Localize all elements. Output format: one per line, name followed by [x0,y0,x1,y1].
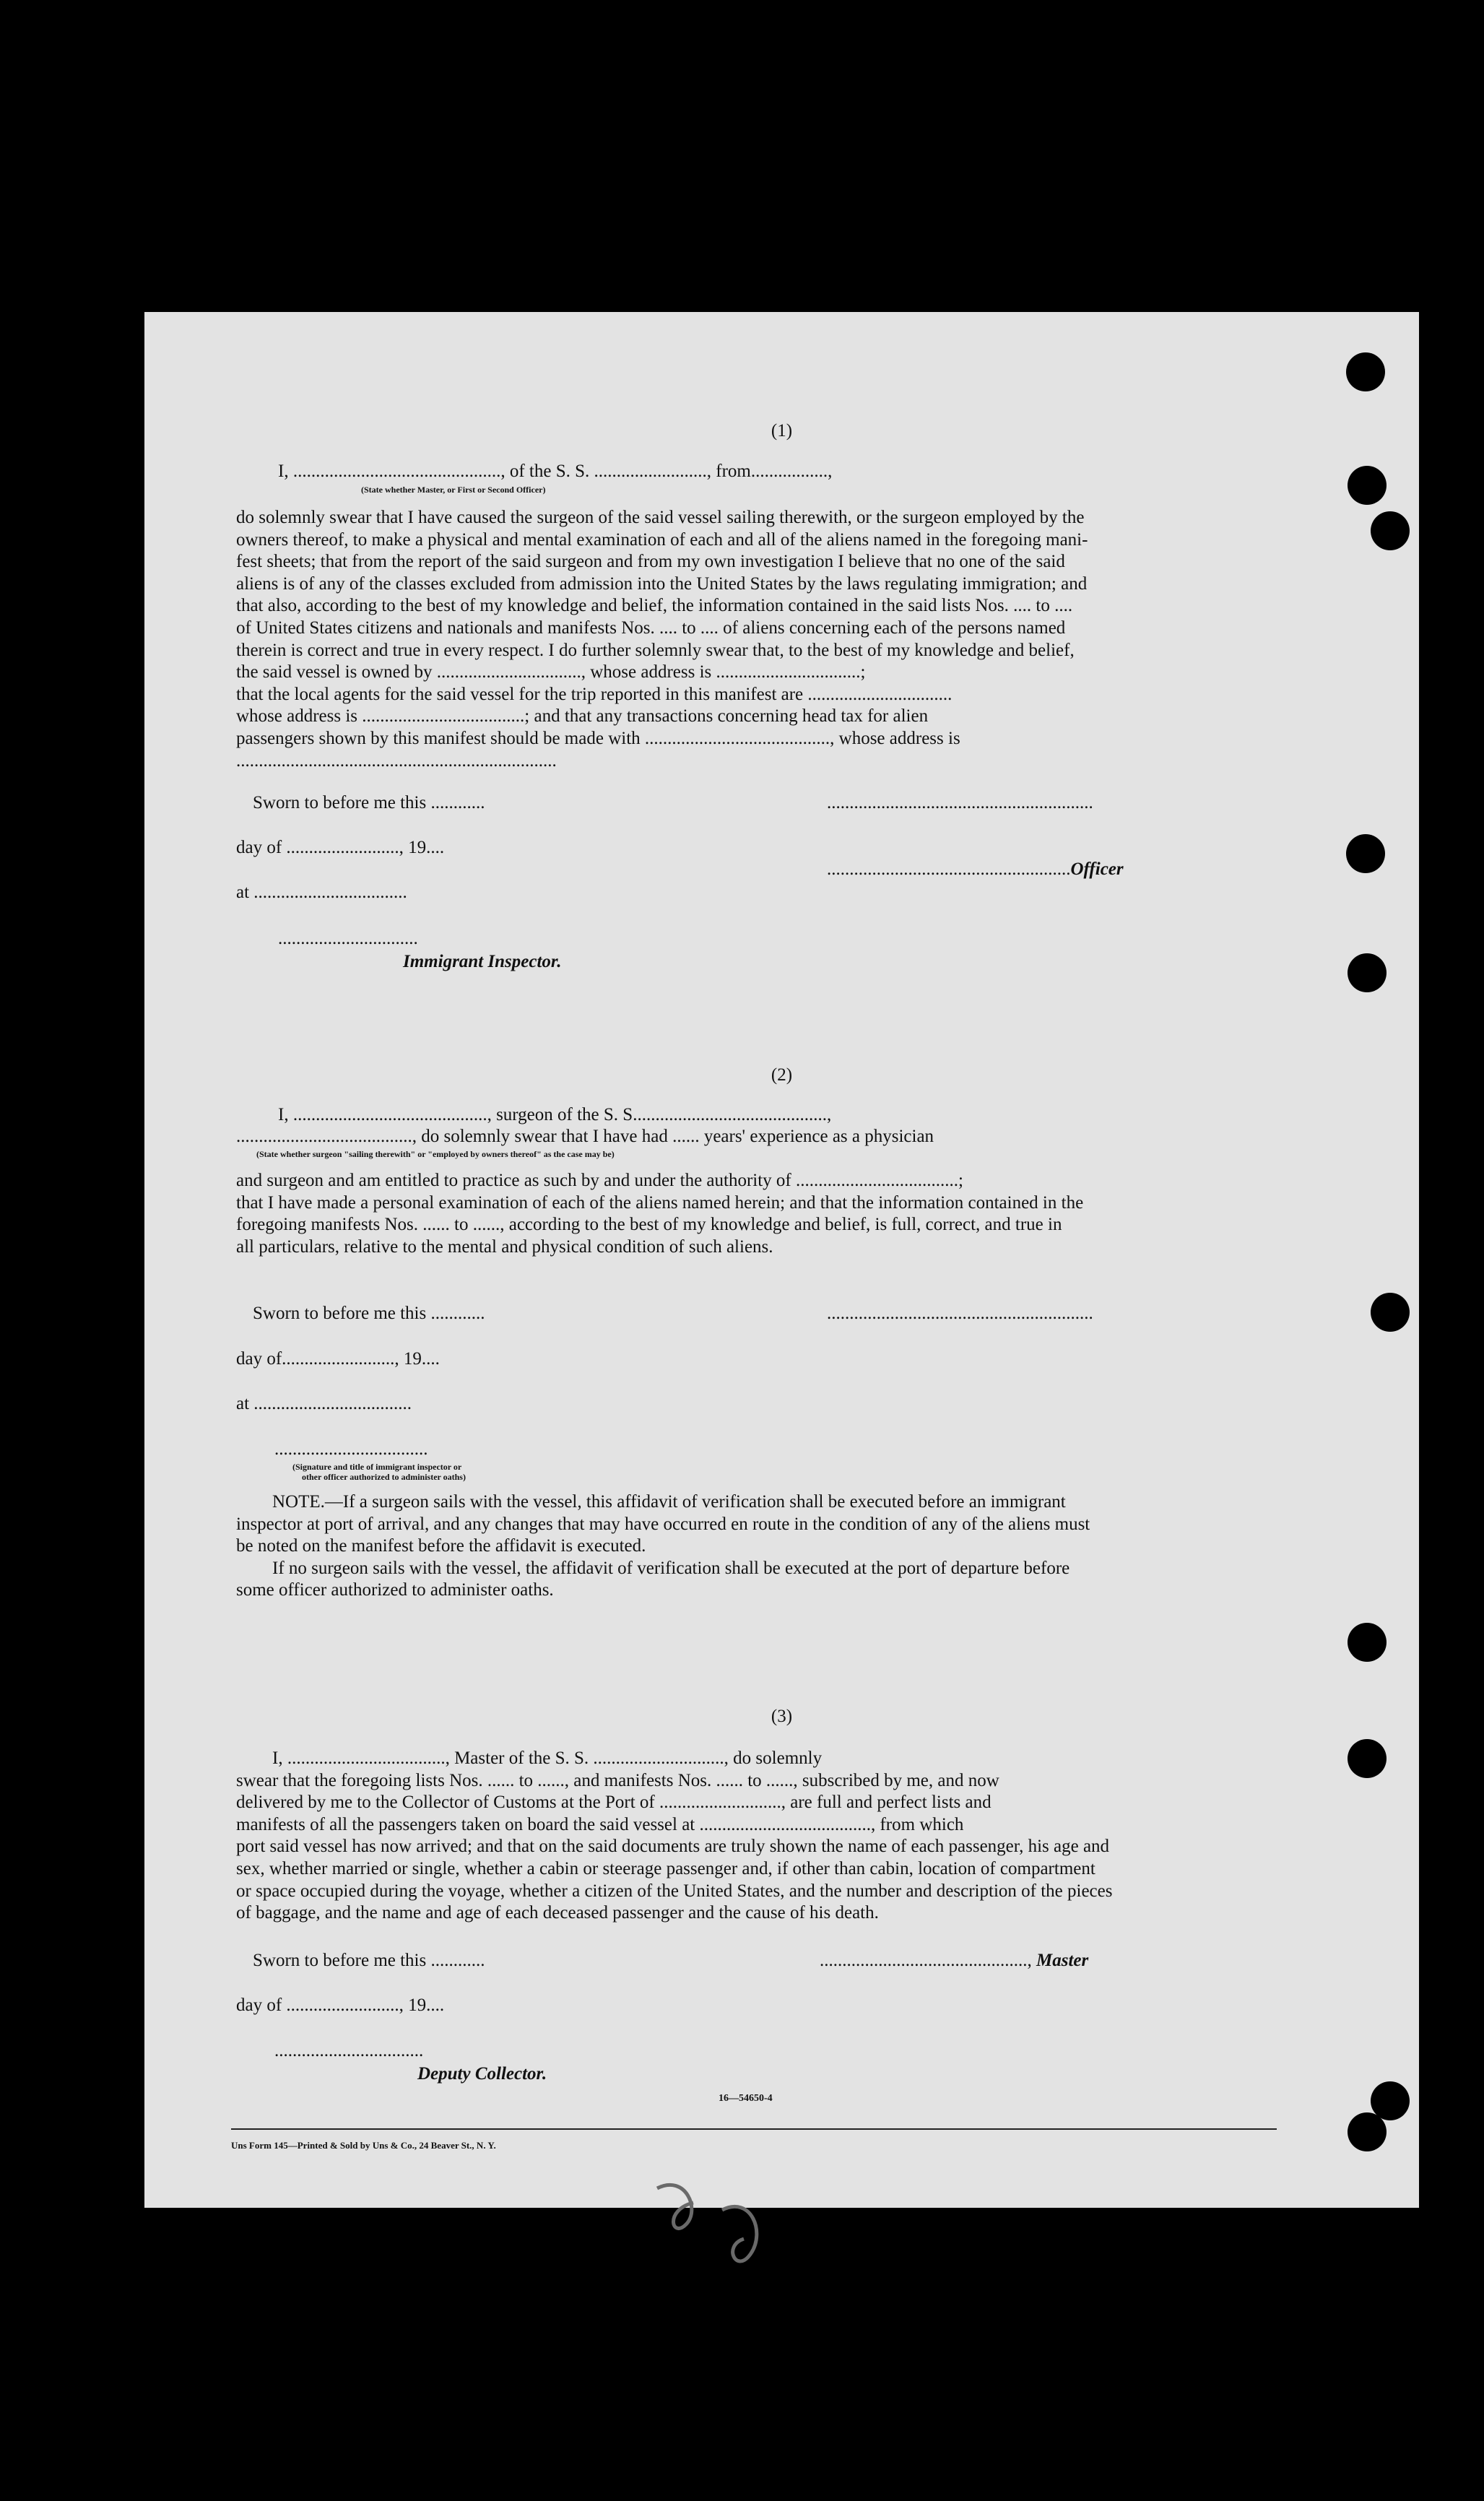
section-2-sublabel: (State whether surgeon "sailing therewith" or "employed by owners thereof" as the case may be) [256,1149,615,1159]
punch-hole [1348,466,1387,505]
text-line: therein is correct and true in every respect. I do further solemnly swear that, to the best of my knowledge and belief, [236,640,1075,660]
section-2-signature-note-2: other officer authorized to administer oaths) [302,1472,466,1482]
section-1-oath-line: I, .............................................., of the S. S. ........................., from................., [278,461,833,481]
text-line: passengers shown by this manifest should be made with ........................................., whose address is [236,729,960,748]
text-line: foregoing manifests Nos. ...... to ......, according to the best of my knowledge and belief, is full, correct, and true in [236,1215,1062,1235]
text-line: owners thereof, to make a physical and mental examination of each and all of the aliens named in the foregoing mani- [236,529,1088,550]
text-line: that the local agents for the said vessel for the trip reported in this manifest are ................................ [236,684,953,704]
section-1-day: day of ........................., 19.... [236,838,445,857]
punch-hole [1348,1623,1387,1662]
section-2-signature-line: .................................. [274,1439,428,1459]
text-line: delivered by me to the Collector of Customs at the Port of ..........................., are full and perfect lists and [236,1793,991,1813]
text-line: sex, whether married or single, whether a cabin or steerage passenger and, if other than cabin, location of compartment [236,1859,1095,1878]
section-2-day: day of........................., 19.... [236,1349,440,1369]
section-2-number: (2) [771,1065,793,1085]
text-line: aliens is of any of the classes excluded from admission into the United States by the laws regulating immigration; and [236,573,1088,594]
punch-hole [1348,953,1387,992]
section-2-signature-note-1: (Signature and title of immigrant inspector or [292,1462,462,1472]
section-3-day: day of ........................., 19.... [236,1995,445,2015]
text-line: of United States citizens and nationals and manifests Nos. .... to .... of aliens concerning each of the persons named [236,618,1066,638]
manifest-page [144,312,1419,2208]
section-2-oath-line: I, ..........................................., surgeon of the S. S..........................................., [278,1105,832,1124]
section-1-inspector-label: Immigrant Inspector. [403,952,562,971]
text-line: all particulars, relative to the mental and physical condition of such aliens. [236,1236,773,1257]
text-line: If no surgeon sails with the vessel, the affidavit of verification shall be executed at the port of departure before [272,1558,1070,1578]
footer-rule [231,2128,1277,2130]
section-2-line-2: ......................................., do solemnly swear that I have had ...... years' experience as a physician [236,1127,934,1146]
officer-label: Officer [1070,859,1124,879]
section-3-collector-line: ................................. [274,2041,424,2060]
punch-hole [1348,2112,1387,2151]
section-2-at: at ................................... [236,1394,412,1413]
section-1-sworn-signature-line: ........................................................... [827,793,1093,812]
handwritten-mark [643,2167,787,2289]
section-3-collector-label: Deputy Collector. [417,2064,547,2084]
text-line: the said vessel is owned by ................................, whose address is ................................; [236,662,866,682]
punch-hole [1348,1739,1387,1778]
text-line: that also, according to the best of my knowledge and belief, the information contained in the said lists Nos. .... to .... [236,596,1073,616]
punch-hole [1371,1293,1410,1332]
text-line: that I have made a personal examination of each of the aliens named herein; and that the information contained in the [236,1192,1084,1213]
text-line: port said vessel has now arrived; and that on the said documents are truly shown the name of each passenger, his age and [236,1837,1110,1857]
section-3-number: (3) [771,1707,793,1726]
text-line: manifests of all the passengers taken on board the said vessel at ......................................, from which [236,1814,964,1834]
punch-hole [1346,834,1385,873]
form-number: 16—54650-4 [719,2093,773,2104]
section-1-at: at .................................. [236,883,407,902]
text-line: of baggage, and the name and age of each deceased passenger and the cause of his death. [236,1903,879,1923]
text-line: NOTE.—If a surgeon sails with the vessel, this affidavit of verification shall be executed before an immigrant [272,1492,1066,1512]
text-line: I, ..................................., Master of the S. S. ............................., do solemnly [272,1748,823,1768]
text-line: be noted on the manifest before the affidavit is executed. [236,1536,646,1556]
master-label: Master [1036,1951,1089,1970]
text-line: inspector at port of arrival, and any changes that may have occurred en route in the condition of any of the aliens must [236,1514,1090,1534]
section-2-sworn: Sworn to before me this ............ [253,1304,485,1323]
text-line: swear that the foregoing lists Nos. ...... to ......, and manifests Nos. ...... to ......, subscribed by me, and now [236,1770,999,1790]
section-3-sworn: Sworn to before me this ............ [253,1951,485,1970]
section-1-number: (1) [771,421,793,441]
text-line: do solemnly swear that I have caused the surgeon of the said vessel sailing therewith, or the surgeon employed by the [236,508,1085,527]
punch-hole [1371,511,1410,550]
text-line: fest sheets; that from the report of the said surgeon and from my own investigation I believe that no one of the said [236,552,1065,572]
section-1-officer-line: ......................................................Officer [827,859,1124,879]
printer-footer: Uns Form 145—Printed & Sold by Uns & Co., 24 Beaver St., N. Y. [231,2140,496,2151]
section-1-sublabel: (State whether Master, or First or Second Officer) [361,485,546,495]
text-line: whose address is ....................................; and that any transactions concerning head tax for alien [236,706,929,727]
text-line: and surgeon and am entitled to practice as such by and under the authority of ....................................; [236,1171,963,1190]
punch-hole [1346,352,1385,391]
section-1-sworn: Sworn to before me this ............ [253,793,485,812]
section-1-inspector-line: ............................... [278,929,418,948]
text-line: or space occupied during the voyage, whether a citizen of the United States, and the number and description of the pieces [236,1881,1113,1901]
text-line: ....................................................................... [236,750,557,771]
text-line: some officer authorized to administer oaths. [236,1580,554,1600]
section-2-sworn-signature-line: ........................................................... [827,1304,1093,1323]
section-3-master-line: .............................................., Master [820,1951,1089,1970]
